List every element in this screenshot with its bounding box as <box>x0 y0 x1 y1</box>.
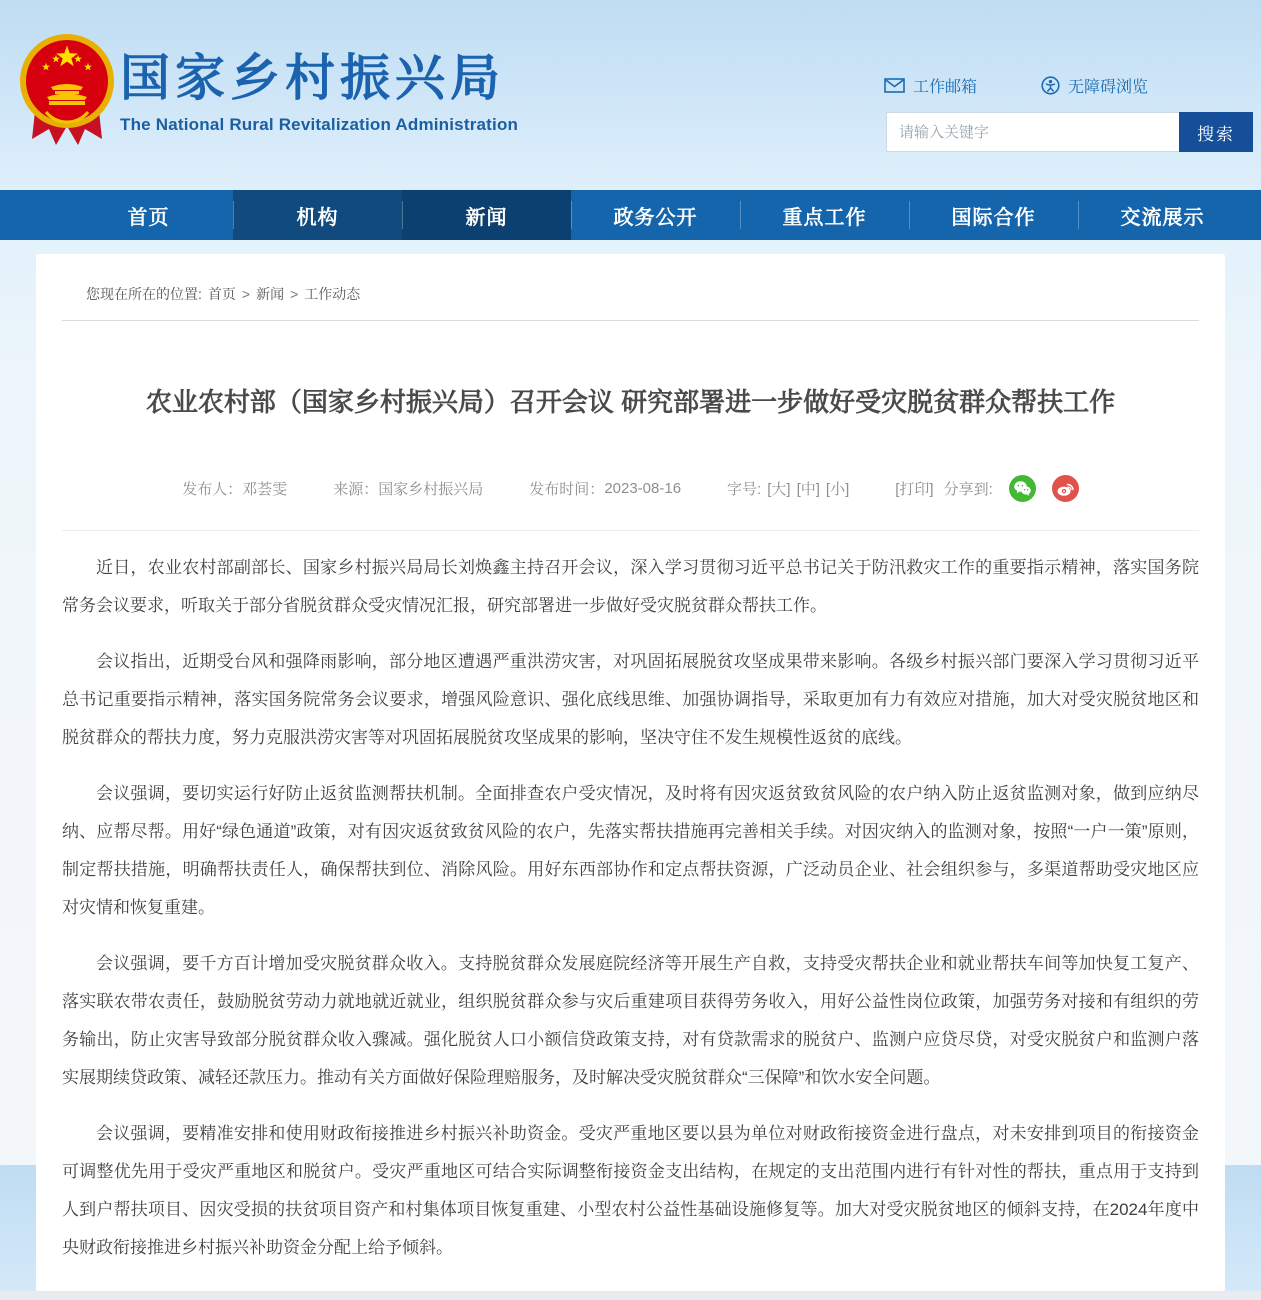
breadcrumb-link-home[interactable]: 首页 <box>207 286 236 302</box>
article-meta <box>62 475 1199 502</box>
article-body <box>62 549 1199 1267</box>
envelope-icon <box>884 78 905 93</box>
page-bottom-strip <box>0 1291 1261 1300</box>
article-paragraph-5: 会议强调，要精准安排和使用财政衔接推进乡村振兴补助资金。受灾严重地区要以县为单位对财政衔接资金进行盘点，对未安排到项目的衔接资金可调整优先用于受灾严重地区和脱贫户。受灾严重地区可结合实际调整衔接资金支出结构，在规定的支出范围内进行有针对性的帮扶，重点用于支持到人到户帮扶项目、因灾受损的扶贫项目资产和村集体项目恢复重建、小型农村公益性基础设施修复等。加大对受灾脱贫地区的倾斜支持，在2024年度中央财政衔接推进乡村振兴补助资金分配上给予倾斜。 <box>62 1124 1199 1257</box>
breadcrumb-separator: > <box>290 286 299 302</box>
accessibility-link[interactable] <box>1041 74 1148 97</box>
meta-source <box>333 478 483 499</box>
nav-item-exchange-label: 交流展示 <box>1120 206 1205 229</box>
nav-item-intl-cooperation[interactable] <box>909 190 1078 240</box>
nav-item-key-work[interactable] <box>740 190 909 240</box>
share-weibo-button[interactable] <box>1052 475 1079 502</box>
site-subtitle: The National Rural Revitalization Administration <box>120 115 519 134</box>
nav-item-exchange[interactable] <box>1078 190 1247 240</box>
site-title-link[interactable] <box>120 50 518 135</box>
nav-item-home-label: 首页 <box>127 206 170 229</box>
fontsize-medium-button[interactable]: [中] <box>796 481 820 498</box>
work-email-link[interactable] <box>884 74 977 97</box>
breadcrumb-divider <box>62 320 1199 321</box>
main-nav <box>0 190 1261 240</box>
search-bar <box>886 112 1253 152</box>
national-emblem-logo[interactable] <box>18 32 116 155</box>
meta-date-label: 发布时间： <box>529 481 605 498</box>
share-label: 分享到: <box>943 481 993 498</box>
meta-publisher-label: 发布人： <box>182 481 243 498</box>
nav-item-news-label: 新闻 <box>465 206 508 229</box>
nav-item-gov-affairs[interactable] <box>571 190 740 240</box>
meta-publisher <box>182 478 287 499</box>
site-title: 国家乡村振兴局 <box>120 50 505 106</box>
nav-item-news[interactable] <box>402 190 571 240</box>
nav-item-organization-label: 机构 <box>296 206 339 229</box>
accessibility-icon <box>1041 76 1060 95</box>
meta-source-label: 来源： <box>333 481 379 498</box>
article-paragraph-1: 近日，农业农村部副部长、国家乡村振兴局局长刘焕鑫主持召开会议，深入学习贯彻习近平总书记关于防汛救灾工作的重要指示精神，落实国务院常务会议要求，听取关于部分省脱贫群众受灾情况汇报，研究部署进一步做好受灾脱贫群众帮扶工作。 <box>62 558 1199 615</box>
nav-item-gov-affairs-label: 政务公开 <box>613 206 698 229</box>
breadcrumb-link-news[interactable]: 新闻 <box>256 286 285 302</box>
nav-item-key-work-label: 重点工作 <box>782 206 867 229</box>
article-paragraph-2: 会议指出，近期受台风和强降雨影响，部分地区遭遇严重洪涝灾害，对巩固拓展脱贫攻坚成果带来影响。各级乡村振兴部门要深入学习贯彻习近平总书记重要指示精神，落实国务院常务会议要求，增强风险意识、强化底线思维、加强协调指导，采取更加有力有效应对措施，加大对受灾脱贫地区和脱贫群众的帮扶力度，努力克服洪涝灾害等对巩固拓展脱贫攻坚成果的影响，坚决守住不发生规模性返贫的底线。 <box>62 652 1199 747</box>
meta-publisher-value: 邓荟雯 <box>242 481 288 498</box>
meta-divider <box>62 530 1199 531</box>
meta-source-value: 国家乡村振兴局 <box>378 481 484 498</box>
content-wrap <box>0 240 1261 1291</box>
emblem-icon <box>18 32 116 150</box>
print-share-group <box>895 475 1079 502</box>
fontsize-controls <box>727 478 849 499</box>
content-card <box>36 254 1225 1291</box>
print-button[interactable]: [打印] <box>895 481 934 498</box>
accessibility-label: 无障碍浏览 <box>1068 79 1149 96</box>
search-button[interactable]: 搜索 <box>1179 112 1253 152</box>
meta-date <box>529 478 681 499</box>
wechat-icon <box>1013 480 1032 497</box>
article-paragraph-4: 会议强调，要千方百计增加受灾脱贫群众收入。支持脱贫群众发展庭院经济等开展生产自救，支持受灾帮扶企业和就业帮扶车间等加快复工复产、落实联农带农责任，鼓励脱贫劳动力就地就近就业，组织脱贫群众参与灾后重建项目获得劳务收入，用好公益性岗位政策，加强劳务对接和有组织的劳务输出，防止灾害导致部分脱贫群众收入骤减。强化脱贫人口小额信贷政策支持，对有贷款需求的脱贫户、监测户应贷尽贷，对受灾脱贫户和监测户落实展期续贷政策、减轻还款压力。推动有关方面做好保险理赔服务，及时解决受灾脱贫群众“三保障”和饮水安全问题。 <box>62 954 1199 1087</box>
article-paragraph-3: 会议强调，要切实运行好防止返贫监测帮扶机制。全面排查农户受灾情况，及时将有因灾返贫致贫风险的农户纳入防止返贫监测对象，做到应纳尽纳、应帮尽帮。用好“绿色通道”政策，对有因灾返贫致贫风险的农户，先落实帮扶措施再完善相关手续。对因灾纳入的监测对象，按照“一户一策”原则，制定帮扶措施，明确帮扶责任人，确保帮扶到位、消除风险。用好东西部协作和定点帮扶资源，广泛动员企业、社会组织参与，多渠道帮助受灾地区应对灾情和恢复重建。 <box>62 784 1199 917</box>
nav-item-organization[interactable] <box>233 190 402 240</box>
fontsize-large-button[interactable]: [大] <box>767 481 791 498</box>
nav-item-intl-cooperation-label: 国际合作 <box>951 206 1036 229</box>
search-input[interactable] <box>886 112 1179 152</box>
fontsize-label: 字号: <box>727 481 762 498</box>
breadcrumb <box>62 274 1199 320</box>
site-header <box>0 0 1261 190</box>
header-utilities <box>884 74 1244 97</box>
meta-date-value: 2023-08-16 <box>604 480 682 497</box>
breadcrumb-link-work-updates[interactable]: 工作动态 <box>304 286 361 302</box>
share-wechat-button[interactable] <box>1009 475 1036 502</box>
weibo-icon <box>1056 480 1075 497</box>
article-title: 农业农村部（国家乡村振兴局）召开会议 研究部署进一步做好受灾脱贫群众帮扶工作 <box>145 387 1116 417</box>
nav-item-home[interactable] <box>64 190 233 240</box>
fontsize-small-button[interactable]: [小] <box>825 481 850 498</box>
breadcrumb-prefix: 您现在所在的位置: <box>86 286 202 302</box>
work-email-label: 工作邮箱 <box>913 79 978 96</box>
breadcrumb-separator: > <box>241 286 251 302</box>
